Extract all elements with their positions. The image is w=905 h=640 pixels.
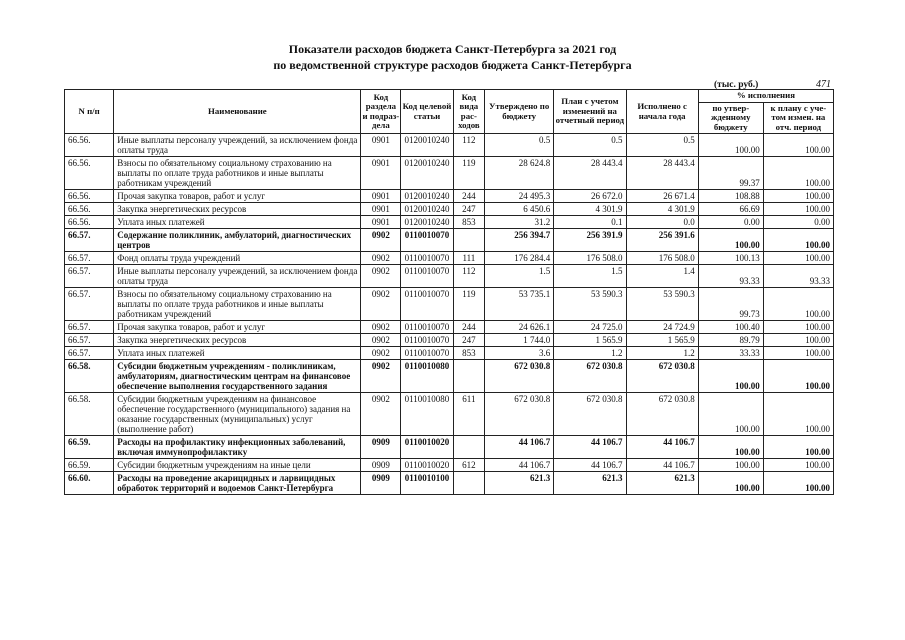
budget-table (64, 89, 834, 495)
cell-pct1: 89.79 (698, 334, 763, 347)
cell-pct1: 66.69 (698, 203, 763, 216)
cell-razdel: 0901 (361, 216, 401, 229)
col-header-done: Исполнено с начала года (626, 90, 698, 134)
cell-approved: 0.5 (485, 134, 554, 157)
table-row (65, 134, 834, 157)
cell-approved: 31.2 (485, 216, 554, 229)
col-header-pct2: к плану с уче-том измен. на отч. период (763, 102, 833, 134)
table-row (65, 216, 834, 229)
col-header-cs: Код целевой статьи (401, 90, 453, 134)
cell-cs: 0120010240 (401, 216, 453, 229)
cell-approved: 672 030.8 (485, 393, 554, 436)
cell-plan: 24 725.0 (554, 321, 626, 334)
cell-done: 24 724.9 (626, 321, 698, 334)
cell-razdel: 0902 (361, 229, 401, 252)
cell-approved: 672 030.8 (485, 360, 554, 393)
cell-done: 1.2 (626, 347, 698, 360)
cell-razdel: 0902 (361, 321, 401, 334)
table-row (65, 252, 834, 265)
cell-approved: 24 495.3 (485, 190, 554, 203)
cell-razdel: 0901 (361, 134, 401, 157)
cell-done: 621.3 (626, 472, 698, 495)
cell-vr: 247 (453, 334, 484, 347)
cell-done: 26 671.4 (626, 190, 698, 203)
cell-razdel: 0909 (361, 472, 401, 495)
cell-cs: 0110010070 (401, 334, 453, 347)
cell-pct2: 100.00 (763, 229, 833, 252)
cell-vr (453, 360, 484, 393)
cell-razdel: 0901 (361, 157, 401, 190)
cell-pct2: 100.00 (763, 459, 833, 472)
table-row (65, 321, 834, 334)
cell-name: Прочая закупка товаров, работ и услуг (114, 321, 361, 334)
cell-razdel: 0902 (361, 252, 401, 265)
cell-pct2: 100.00 (763, 347, 833, 360)
cell-num: 66.57. (65, 229, 114, 252)
cell-done: 256 391.6 (626, 229, 698, 252)
cell-razdel: 0902 (361, 288, 401, 321)
cell-done: 4 301.9 (626, 203, 698, 216)
cell-num: 66.58. (65, 393, 114, 436)
cell-vr: 612 (453, 459, 484, 472)
cell-name: Прочая закупка товаров, работ и услуг (114, 190, 361, 203)
cell-name: Субсидии бюджетным учреждениям на финансовое обеспечение государственного (муниципального) задания на оказание государственных (муниципальных) услуг (выполнение работ) (114, 393, 361, 436)
col-header-pct1: по утвер-жденному бюджету (698, 102, 763, 134)
cell-razdel: 0902 (361, 360, 401, 393)
table-row (65, 472, 834, 495)
col-header-pct-group: % исполнения (698, 90, 833, 103)
cell-pct2: 100.00 (763, 190, 833, 203)
cell-pct1: 93.33 (698, 265, 763, 288)
cell-cs: 0110010100 (401, 472, 453, 495)
cell-num: 66.56. (65, 190, 114, 203)
col-header-name: Наименование (114, 90, 361, 134)
cell-plan: 672 030.8 (554, 393, 626, 436)
table-row (65, 334, 834, 347)
cell-pct2: 93.33 (763, 265, 833, 288)
cell-cs: 0110010070 (401, 229, 453, 252)
cell-name: Уплата иных платежей (114, 216, 361, 229)
cell-name: Расходы на профилактику инфекционных заболеваний, включая иммунопрофилактику (114, 436, 361, 459)
cell-cs: 0120010240 (401, 157, 453, 190)
cell-done: 0.5 (626, 134, 698, 157)
cell-pct1: 99.37 (698, 157, 763, 190)
cell-plan: 1.5 (554, 265, 626, 288)
col-header-plan: План с учетом изменений на отчетный период (554, 90, 626, 134)
cell-vr: 244 (453, 190, 484, 203)
table-row (65, 157, 834, 190)
cell-cs: 0110010070 (401, 347, 453, 360)
col-header-approved: Утверждено по бюджету (485, 90, 554, 134)
table-row (65, 265, 834, 288)
cell-razdel: 0902 (361, 393, 401, 436)
cell-num: 66.56. (65, 134, 114, 157)
cell-pct1: 0.00 (698, 216, 763, 229)
cell-num: 66.59. (65, 459, 114, 472)
cell-done: 44 106.7 (626, 436, 698, 459)
cell-num: 66.56. (65, 157, 114, 190)
cell-pct1: 100.00 (698, 134, 763, 157)
cell-vr: 119 (453, 288, 484, 321)
cell-cs: 0120010240 (401, 190, 453, 203)
cell-pct2: 100.00 (763, 393, 833, 436)
cell-approved: 1.5 (485, 265, 554, 288)
cell-cs: 0120010240 (401, 203, 453, 216)
cell-num: 66.57. (65, 265, 114, 288)
cell-name: Содержание поликлиник, амбулаторий, диагностических центров (114, 229, 361, 252)
cell-pct2: 100.00 (763, 472, 833, 495)
cell-pct2: 100.00 (763, 360, 833, 393)
table-row (65, 360, 834, 393)
cell-cs: 0110010080 (401, 393, 453, 436)
cell-vr: 247 (453, 203, 484, 216)
cell-vr: 112 (453, 134, 484, 157)
cell-pct1: 99.73 (698, 288, 763, 321)
cell-plan: 1.2 (554, 347, 626, 360)
cell-pct1: 100.13 (698, 252, 763, 265)
cell-vr: 119 (453, 157, 484, 190)
cell-plan: 176 508.0 (554, 252, 626, 265)
cell-num: 66.57. (65, 252, 114, 265)
cell-done: 53 590.3 (626, 288, 698, 321)
cell-pct2: 100.00 (763, 334, 833, 347)
cell-pct2: 100.00 (763, 157, 833, 190)
cell-cs: 0110010020 (401, 436, 453, 459)
cell-plan: 53 590.3 (554, 288, 626, 321)
cell-num: 66.57. (65, 347, 114, 360)
cell-num: 66.58. (65, 360, 114, 393)
cell-pct2: 100.00 (763, 321, 833, 334)
cell-name: Иные выплаты персоналу учреждений, за исключением фонда оплаты труда (114, 265, 361, 288)
cell-name: Уплата иных платежей (114, 347, 361, 360)
cell-vr: 611 (453, 393, 484, 436)
page-number: 471 (816, 79, 831, 90)
cell-razdel: 0901 (361, 203, 401, 216)
cell-done: 672 030.8 (626, 393, 698, 436)
cell-pct1: 100.00 (698, 360, 763, 393)
cell-plan: 1 565.9 (554, 334, 626, 347)
cell-name: Фонд оплаты труда учреждений (114, 252, 361, 265)
cell-plan: 0.5 (554, 134, 626, 157)
cell-vr: 853 (453, 347, 484, 360)
cell-pct1: 33.33 (698, 347, 763, 360)
cell-cs: 0110010020 (401, 459, 453, 472)
cell-name: Субсидии бюджетным учреждениям - поликлиникам, амбулаториям, диагностическим центрам на финансовое обеспечение выполнения государственного задания (114, 360, 361, 393)
col-header-num: N п/п (65, 90, 114, 134)
cell-cs: 0110010080 (401, 360, 453, 393)
cell-vr: 112 (453, 265, 484, 288)
cell-plan: 44 106.7 (554, 459, 626, 472)
cell-cs: 0110010070 (401, 288, 453, 321)
cell-razdel: 0902 (361, 265, 401, 288)
cell-pct2: 100.00 (763, 436, 833, 459)
cell-num: 66.57. (65, 321, 114, 334)
cell-vr (453, 229, 484, 252)
cell-cs: 0110010070 (401, 265, 453, 288)
cell-cs: 0110010070 (401, 252, 453, 265)
cell-num: 66.57. (65, 288, 114, 321)
cell-plan: 672 030.8 (554, 360, 626, 393)
cell-razdel: 0902 (361, 334, 401, 347)
cell-plan: 256 391.9 (554, 229, 626, 252)
col-header-razdel: Код раздела и подраз-дела (361, 90, 401, 134)
cell-razdel: 0901 (361, 190, 401, 203)
cell-approved: 1 744.0 (485, 334, 554, 347)
cell-approved: 6 450.6 (485, 203, 554, 216)
table-row (65, 347, 834, 360)
cell-pct2: 100.00 (763, 203, 833, 216)
report-title-line1: Показатели расходов бюджета Санкт-Петербурга за 2021 год (288, 42, 617, 56)
table-row (65, 190, 834, 203)
report-title-line2: по ведомственной структуре расходов бюджета Санкт-Петербурга (273, 58, 632, 72)
cell-plan: 621.3 (554, 472, 626, 495)
cell-vr: 111 (453, 252, 484, 265)
cell-approved: 28 624.8 (485, 157, 554, 190)
cell-done: 1 565.9 (626, 334, 698, 347)
cell-pct1: 100.00 (698, 459, 763, 472)
cell-name: Расходы на проведение акарицидных и ларвицидных обработок территорий и водоемов Санкт-Петербурга (114, 472, 361, 495)
cell-done: 28 443.4 (626, 157, 698, 190)
cell-name: Закупка энергетических ресурсов (114, 334, 361, 347)
cell-cs: 0110010070 (401, 321, 453, 334)
cell-done: 44 106.7 (626, 459, 698, 472)
table-row (65, 459, 834, 472)
cell-pct1: 100.00 (698, 393, 763, 436)
cell-num: 66.60. (65, 472, 114, 495)
table-body (65, 134, 834, 495)
cell-approved: 3.6 (485, 347, 554, 360)
table-row (65, 229, 834, 252)
cell-approved: 53 735.1 (485, 288, 554, 321)
table-row (65, 203, 834, 216)
cell-plan: 0.1 (554, 216, 626, 229)
cell-done: 672 030.8 (626, 360, 698, 393)
cell-approved: 24 626.1 (485, 321, 554, 334)
cell-approved: 44 106.7 (485, 436, 554, 459)
cell-pct2: 100.00 (763, 134, 833, 157)
cell-cs: 0120010240 (401, 134, 453, 157)
cell-done: 0.0 (626, 216, 698, 229)
cell-approved: 44 106.7 (485, 459, 554, 472)
cell-vr (453, 472, 484, 495)
cell-razdel: 0902 (361, 347, 401, 360)
cell-pct2: 100.00 (763, 288, 833, 321)
cell-approved: 621.3 (485, 472, 554, 495)
cell-done: 1.4 (626, 265, 698, 288)
cell-approved: 176 284.4 (485, 252, 554, 265)
cell-num: 66.56. (65, 203, 114, 216)
cell-vr (453, 436, 484, 459)
cell-vr: 853 (453, 216, 484, 229)
table-row (65, 436, 834, 459)
cell-pct1: 100.00 (698, 229, 763, 252)
cell-approved: 256 394.7 (485, 229, 554, 252)
cell-pct1: 100.40 (698, 321, 763, 334)
units-label: (тыс. руб.) (714, 80, 759, 90)
cell-plan: 28 443.4 (554, 157, 626, 190)
cell-pct1: 100.00 (698, 472, 763, 495)
cell-name: Взносы по обязательному социальному страхованию на выплаты по оплате труда работников и иные выплаты работникам учреждений (114, 157, 361, 190)
col-header-vr: Код вида рас-ходов (453, 90, 484, 134)
table-row (65, 288, 834, 321)
cell-name: Субсидии бюджетным учреждениям на иные цели (114, 459, 361, 472)
cell-razdel: 0909 (361, 459, 401, 472)
cell-razdel: 0909 (361, 436, 401, 459)
cell-plan: 26 672.0 (554, 190, 626, 203)
cell-name: Взносы по обязательному социальному страхованию на выплаты по оплате труда работников и иные выплаты работникам учреждений (114, 288, 361, 321)
cell-num: 66.56. (65, 216, 114, 229)
cell-pct1: 108.88 (698, 190, 763, 203)
cell-num: 66.59. (65, 436, 114, 459)
cell-done: 176 508.0 (626, 252, 698, 265)
cell-name: Иные выплаты персоналу учреждений, за исключением фонда оплаты труда (114, 134, 361, 157)
table-row (65, 393, 834, 436)
cell-pct2: 0.00 (763, 216, 833, 229)
cell-pct1: 100.00 (698, 436, 763, 459)
cell-pct2: 100.00 (763, 252, 833, 265)
cell-plan: 4 301.9 (554, 203, 626, 216)
cell-vr: 244 (453, 321, 484, 334)
cell-name: Закупка энергетических ресурсов (114, 203, 361, 216)
cell-plan: 44 106.7 (554, 436, 626, 459)
cell-num: 66.57. (65, 334, 114, 347)
